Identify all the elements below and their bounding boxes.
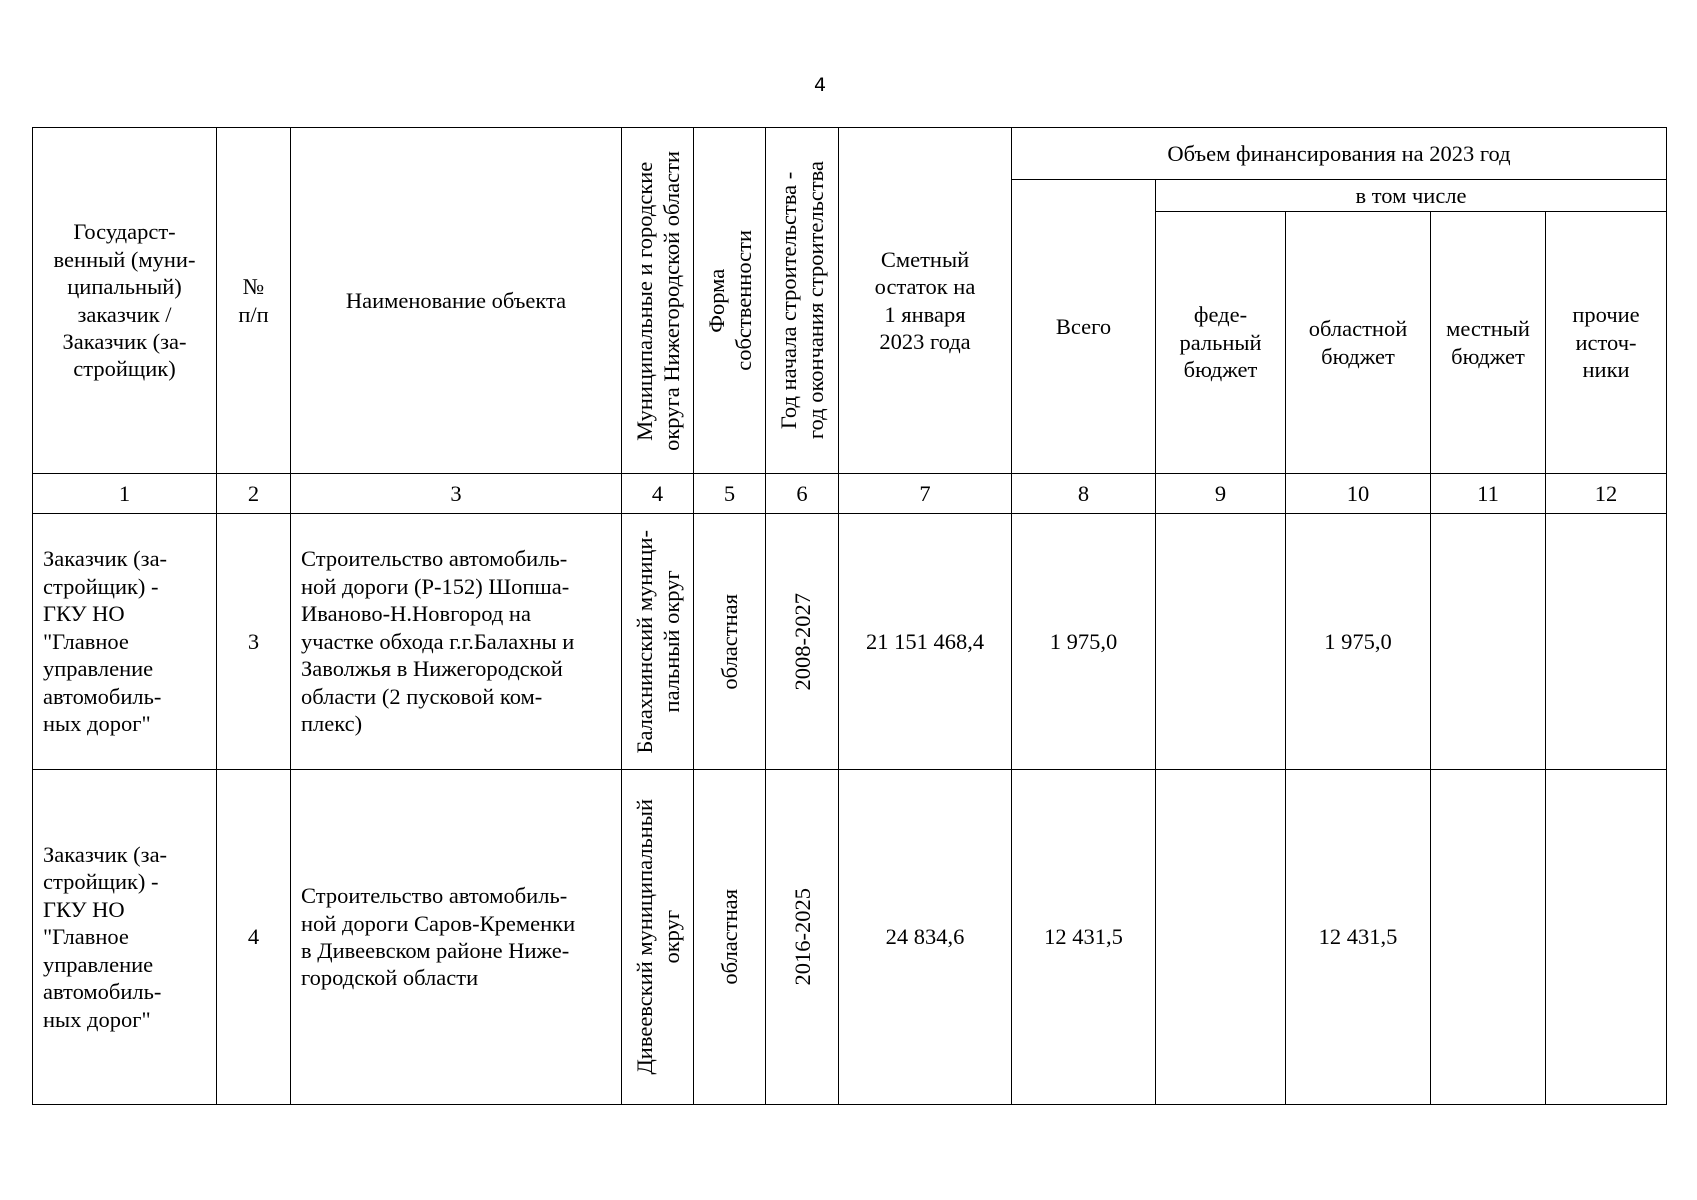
row-object-name: Строительство автомобиль- ной дороги (Р-152) Шопша- Иваново-Н.Новгород на участке обхода г.г.Балахны и Заволжья в Нижегородской области (2 пусковой ком- плекс)	[291, 514, 622, 770]
column-numbers-row	[33, 474, 1667, 514]
row-ownership	[694, 770, 766, 1105]
column-number: 7	[839, 474, 1012, 514]
row-other	[1546, 514, 1667, 770]
row-federal	[1156, 514, 1286, 770]
table-row	[33, 770, 1667, 1105]
row-estimate-balance: 24 834,6	[839, 770, 1012, 1105]
table-row	[33, 514, 1667, 770]
row-ownership	[694, 514, 766, 770]
row-estimate-balance: 21 151 468,4	[839, 514, 1012, 770]
column-number: 3	[291, 474, 622, 514]
header-customer: Государст- венный (муни- ципальный) заказчик / Заказчик (за- стройщик)	[33, 128, 217, 474]
header-federal: феде- ральный бюджет	[1156, 212, 1286, 474]
row-federal	[1156, 770, 1286, 1105]
header-years-text: Год начала строительства - год окончания строительства	[776, 161, 828, 440]
row-customer: Заказчик (за- стройщик) - ГКУ НО "Главное управление автомобиль- ных дорог"	[33, 514, 217, 770]
row-local	[1431, 770, 1546, 1105]
column-number: 5	[694, 474, 766, 514]
column-number: 4	[622, 474, 694, 514]
row-district-text: Балахнинский муници- пальный округ	[631, 529, 684, 754]
row-ownership-text: областная	[717, 593, 742, 690]
column-number: 11	[1431, 474, 1546, 514]
row-local	[1431, 514, 1546, 770]
header-including: в том числе	[1156, 180, 1667, 212]
header-total: Всего	[1012, 180, 1156, 474]
row-district	[622, 514, 694, 770]
row-customer: Заказчик (за- стройщик) - ГКУ НО "Главное управление автомобиль- ных дорог"	[33, 770, 217, 1105]
row-years	[766, 770, 839, 1105]
column-number: 12	[1546, 474, 1667, 514]
header-funding-title: Объем финансирования на 2023 год	[1012, 128, 1667, 180]
row-years-text: 2016-2025	[789, 888, 815, 986]
column-number: 9	[1156, 474, 1286, 514]
row-district-text: Дивеевский муниципальный округ	[631, 799, 684, 1075]
header-district-text: Муниципальные и городские округа Нижегородской области	[631, 150, 684, 451]
column-number: 10	[1286, 474, 1431, 514]
row-regional: 12 431,5	[1286, 770, 1431, 1105]
row-total: 1 975,0	[1012, 514, 1156, 770]
column-number: 6	[766, 474, 839, 514]
financing-table	[32, 127, 1667, 1105]
row-years-text: 2008-2027	[789, 592, 815, 691]
header-years	[766, 128, 839, 474]
column-number: 2	[217, 474, 291, 514]
header-local: местный бюджет	[1431, 212, 1546, 474]
column-number: 8	[1012, 474, 1156, 514]
header-ownership-text: Форма собственности	[703, 230, 756, 371]
row-object-name: Строительство автомобиль- ной дороги Саров-Кременки в Дивеевском районе Ниже- городской области	[291, 770, 622, 1105]
page-number: 4	[813, 74, 827, 96]
row-district	[622, 770, 694, 1105]
row-total: 12 431,5	[1012, 770, 1156, 1105]
row-no: 3	[217, 514, 291, 770]
header-ownership	[694, 128, 766, 474]
row-years	[766, 514, 839, 770]
row-other	[1546, 770, 1667, 1105]
row-ownership-text: областная	[717, 889, 742, 985]
header-estimate-balance: Сметный остаток на 1 января 2023 года	[839, 128, 1012, 474]
header-other: прочие источ- ники	[1546, 212, 1667, 474]
header-row-1	[33, 128, 1667, 180]
header-row-no: № п/п	[217, 128, 291, 474]
column-number: 1	[33, 474, 217, 514]
row-regional: 1 975,0	[1286, 514, 1431, 770]
row-no: 4	[217, 770, 291, 1105]
header-regional: областной бюджет	[1286, 212, 1431, 474]
header-object-name: Наименование объекта	[291, 128, 622, 474]
header-district	[622, 128, 694, 474]
